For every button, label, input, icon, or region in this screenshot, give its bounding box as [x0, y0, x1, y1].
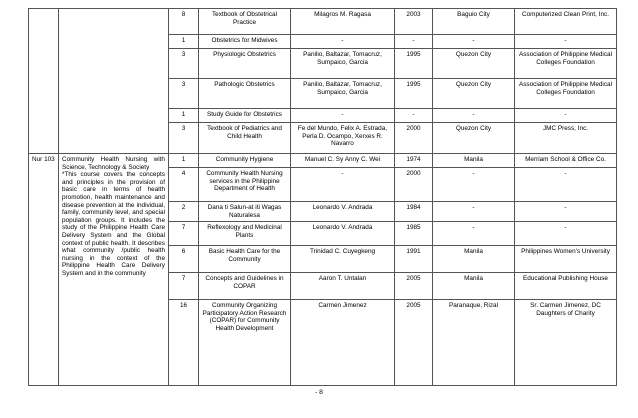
- book-inventory-table: [28, 8, 617, 386]
- quantity-cell: 7: [169, 273, 199, 300]
- quantity-cell: 6: [169, 246, 199, 273]
- place-cell: Quezon City: [433, 49, 515, 79]
- table-row: [29, 154, 617, 168]
- book-title-cell: Obstetrics for Midwives: [199, 35, 291, 49]
- book-title-cell: Community Organizing Participatory Action Research (COPAR) for Community Health Development: [199, 300, 291, 386]
- publisher-cell: Sr. Carmen Jimenez, DC Daughters of Charity: [515, 300, 617, 386]
- quantity-cell: 16: [169, 300, 199, 386]
- publisher-cell: Philippines Women's University: [515, 246, 617, 273]
- year-cell: 1974: [395, 154, 433, 168]
- publisher-cell: Computerized Clean Print, Inc.: [515, 9, 617, 35]
- author-cell: Manuel C. Sy Anny C. Wei: [291, 154, 395, 168]
- year-cell: 2003: [395, 9, 433, 35]
- author-cell: Panilio, Baltazar, Tomacruz, Sumpaico, Garcia: [291, 79, 395, 109]
- book-title-cell: Textbook of Obstetrical Practice: [199, 9, 291, 35]
- book-title-cell: Pathologic Obstetrics: [199, 79, 291, 109]
- publisher-cell: Association of Philippine Medical Colleges Foundation: [515, 49, 617, 79]
- publisher-cell: Educational Publishing House: [515, 273, 617, 300]
- author-cell: Carmen Jimenez: [291, 300, 395, 386]
- book-title-cell: Community Hygiene: [199, 154, 291, 168]
- publisher-cell: -: [515, 109, 617, 123]
- quantity-cell: 1: [169, 109, 199, 123]
- place-cell: Manila: [433, 273, 515, 300]
- publisher-cell: -: [515, 202, 617, 222]
- year-cell: 1991: [395, 246, 433, 273]
- book-title-cell: Concepts and Guidelines in COPAR: [199, 273, 291, 300]
- publisher-cell: -: [515, 168, 617, 202]
- year-cell: 1985: [395, 222, 433, 246]
- book-title-cell: Basic Health Care for the Community: [199, 246, 291, 273]
- author-cell: -: [291, 35, 395, 49]
- year-cell: 2005: [395, 300, 433, 386]
- course-description-cell: [59, 154, 169, 386]
- book-title-cell: Reflexology and Medicinal Plants: [199, 222, 291, 246]
- prev-course-description-cell: [59, 9, 169, 154]
- place-cell: Quezon City: [433, 79, 515, 109]
- course-code-cell: Nur 103: [29, 154, 59, 386]
- quantity-cell: 3: [169, 123, 199, 154]
- quantity-cell: 2: [169, 202, 199, 222]
- publisher-cell: -: [515, 222, 617, 246]
- year-cell: 2000: [395, 168, 433, 202]
- author-cell: Aaron T. Untalan: [291, 273, 395, 300]
- quantity-cell: 1: [169, 35, 199, 49]
- year-cell: 2005: [395, 273, 433, 300]
- book-title-cell: Dana ti Salun-at iti Wagas Naturalesa: [199, 202, 291, 222]
- prev-course-code-cell: [29, 9, 59, 154]
- place-cell: -: [433, 222, 515, 246]
- year-cell: 2000: [395, 123, 433, 154]
- quantity-cell: 4: [169, 168, 199, 202]
- book-title-cell: Physiologic Obstetrics: [199, 49, 291, 79]
- publisher-cell: -: [515, 35, 617, 49]
- publisher-cell: Merriam School & Office Co.: [515, 154, 617, 168]
- quantity-cell: 8: [169, 9, 199, 35]
- book-title-cell: Study Guide for Obstetrics: [199, 109, 291, 123]
- place-cell: Baguio City: [433, 9, 515, 35]
- author-cell: Leonardo V. Andrada: [291, 222, 395, 246]
- author-cell: Leonardo V. Andrada: [291, 202, 395, 222]
- author-cell: -: [291, 168, 395, 202]
- place-cell: -: [433, 35, 515, 49]
- year-cell: 1995: [395, 79, 433, 109]
- book-title-cell: Community Health Nursing services in the Philippine Department of Health: [199, 168, 291, 202]
- course-description-text: *This course covers the concepts and principles in the provision of basic care in terms of health promotion, health maintenance and disease prevention at the individual, family, community level, and special population groups. It includes the study of the Philippine Health Care Delivery System and the Global context of public health. It describes what community /public health nursing in the context of the Philippine Health Care Delivery System and in the community: [62, 171, 165, 277]
- publisher-cell: Association of Philippine Medical Colleges Foundation: [515, 79, 617, 109]
- quantity-cell: 3: [169, 49, 199, 79]
- author-cell: Milagros M. Ragasa: [291, 9, 395, 35]
- book-title-cell: Textbook of Pediatrics and Child Health: [199, 123, 291, 154]
- author-cell: Trinidad C. Cuyegkeng: [291, 246, 395, 273]
- year-cell: 1984: [395, 202, 433, 222]
- place-cell: Quezon City: [433, 123, 515, 154]
- quantity-cell: 1: [169, 154, 199, 168]
- place-cell: Manila: [433, 246, 515, 273]
- author-cell: Panilio, Baltazar, Tomacruz, Sumpaico, Garcia: [291, 49, 395, 79]
- year-cell: -: [395, 35, 433, 49]
- quantity-cell: 7: [169, 222, 199, 246]
- table-row: [29, 9, 617, 35]
- place-cell: Manila: [433, 154, 515, 168]
- page-number: - 8: [315, 389, 323, 396]
- place-cell: -: [433, 109, 515, 123]
- author-cell: -: [291, 109, 395, 123]
- course-title: Community Health Nursing with Science, Technology & Society: [62, 156, 165, 171]
- quantity-cell: 3: [169, 79, 199, 109]
- place-cell: -: [433, 168, 515, 202]
- year-cell: 1995: [395, 49, 433, 79]
- place-cell: Paranaque, Rizal: [433, 300, 515, 386]
- publisher-cell: JMC Press, Inc.: [515, 123, 617, 154]
- place-cell: -: [433, 202, 515, 222]
- year-cell: -: [395, 109, 433, 123]
- author-cell: Fe del Mundo, Felix A. Estrada, Perla D. Ocampo, Xerxes R. Navarro: [291, 123, 395, 154]
